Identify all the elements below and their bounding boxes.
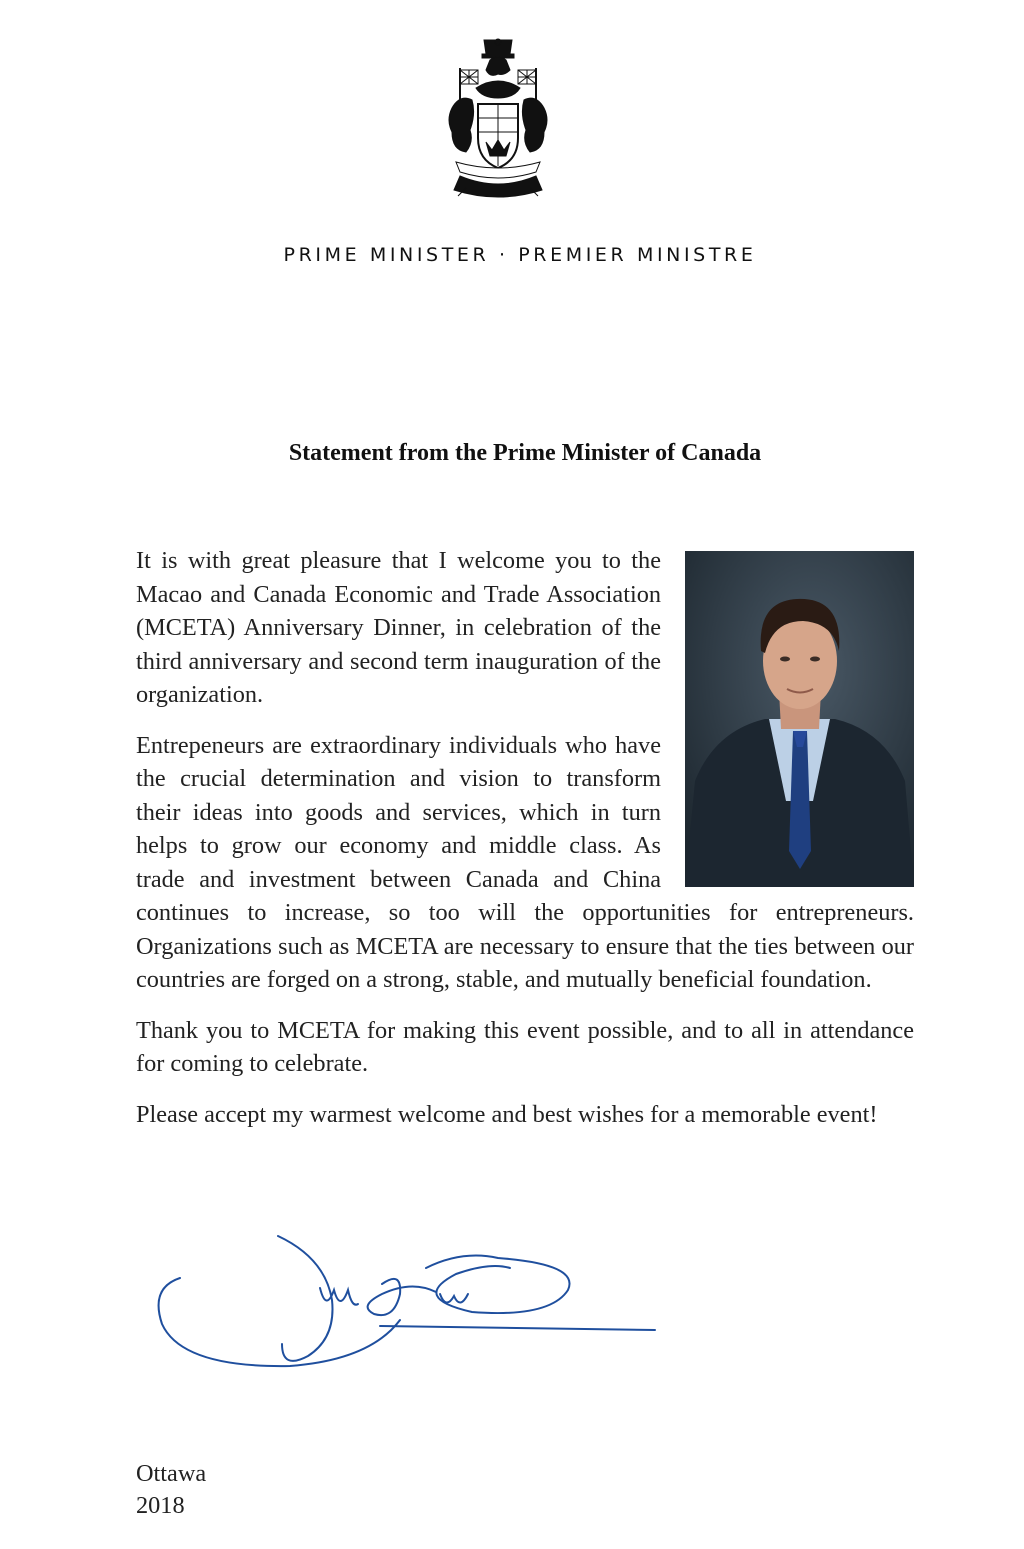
office-letterhead: PRIME MINISTER · PREMIER MINISTRE: [283, 244, 757, 266]
location-city: Ottawa: [136, 1460, 207, 1487]
paragraph-wishes: Please accept my warmest welcome and best wishes for a memorable event!: [136, 1100, 878, 1128]
letter-year: 2018: [136, 1492, 185, 1519]
letter-body: [136, 544, 914, 1148]
paragraph-welcome: It is with great pleasure that I welcome you to the Macao and Canada Economic and Trade Association (MCETA) Anniversary Dinner, in celebration of the third anniversary and second term inauguration of the organization.: [136, 547, 661, 708]
statement-title: Statement from the Prime Minister of Canada: [288, 440, 762, 466]
paragraph-thanks: Thank you to MCETA for making this event possible, and to all in attendance for coming to celebrate.: [136, 1016, 914, 1077]
closing-location: [136, 1458, 206, 1522]
coat-of-arms-emblem: [446, 38, 550, 200]
portrait-photo: [685, 551, 914, 887]
signature: [150, 1228, 670, 1378]
paragraph-entrepreneurs: Entrepeneurs are extraordinary individuals who have the crucial determination and vision to transform their ideas into goods and services, which in turn helps to grow our economy and middle class. As trade and investment between Canada and China continues to increase, so too will the opportunities for entrepreneurs. Organizations such as MCETA are necessary to ensure that the ties between our countries are forged on a strong, stable, and mutually beneficial foundation.: [136, 731, 914, 993]
